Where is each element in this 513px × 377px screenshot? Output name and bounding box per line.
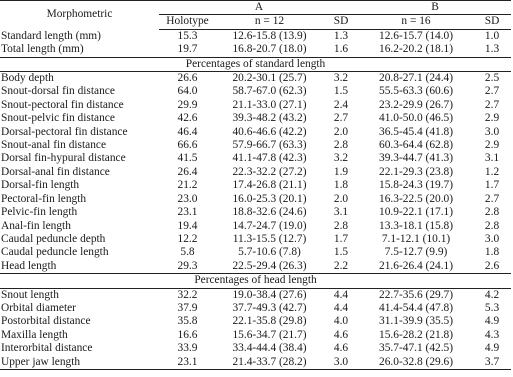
range-b-value: 22.1-29.3 (23.8) <box>379 165 454 178</box>
group-a-header: A <box>159 1 359 15</box>
sd-b-value: 5.3 <box>484 301 500 314</box>
range-a-value: 58.7-67.0 (62.3) <box>232 85 307 98</box>
range-a-value: 18.8-32.6 (24.6) <box>232 206 307 219</box>
sd-b-value: 2.8 <box>484 206 500 219</box>
sd-b-value: 4.9 <box>484 315 500 328</box>
range-b-value: 7.1-12.1 (10.1) <box>381 232 451 245</box>
table-row <box>0 99 511 112</box>
sd-a-value: 1.9 <box>333 165 349 178</box>
holotype-value: 41.5 <box>177 152 198 165</box>
holotype-value: 19.4 <box>177 219 198 232</box>
sd-a-value: 4.4 <box>333 288 349 301</box>
row-label: Maxilla length <box>1 328 68 341</box>
range-b-value: 26.0-32.8 (29.6) <box>359 356 473 370</box>
sd-a-value: 2.0 <box>333 125 349 138</box>
range-a-value: 21.1-33.0 (27.1) <box>232 98 307 111</box>
sd-b-value: 2.7 <box>484 192 500 205</box>
range-b-value: 21.6-26.4 (24.1) <box>379 259 454 272</box>
sd-b-value: 1.2 <box>484 165 500 178</box>
n-a-header: n = 12 <box>216 15 323 29</box>
sd-b-value: 1.0 <box>484 29 500 42</box>
range-a-value: 57.9-66.7 (63.3) <box>232 139 307 152</box>
holotype-value: 32.2 <box>177 288 198 301</box>
sd-a-value: 3.2 <box>333 152 349 165</box>
sd-a-value: 1.8 <box>333 179 349 192</box>
range-a-value: 15.6-34.7 (21.7) <box>232 328 307 341</box>
sd-b-value: 4.2 <box>484 288 500 301</box>
table-row <box>0 356 511 370</box>
row-label: Snout length <box>1 288 59 301</box>
sd-a-value: 1.5 <box>333 246 349 259</box>
table-row <box>0 179 511 192</box>
sd-a-value: 4.6 <box>333 342 349 355</box>
range-b-value: 36.5-45.4 (41.8) <box>379 125 454 138</box>
holotype-value: 29.9 <box>177 98 198 111</box>
table-row <box>0 233 511 246</box>
range-a-value: 22.5-29.4 (26.3) <box>232 259 307 272</box>
range-b-value: 15.6-28.2 (21.8) <box>379 328 454 341</box>
sd-a-value: 3.0 <box>323 356 359 370</box>
sd-b-value: 2.9 <box>484 139 500 152</box>
range-a-value: 41.1-47.8 (42.3) <box>232 152 307 165</box>
table-row <box>0 260 511 274</box>
table-row <box>0 112 511 125</box>
table-row <box>0 206 511 219</box>
row-label: Body depth <box>1 72 54 85</box>
range-b-value: 41.4-54.4 (47.8) <box>379 301 454 314</box>
holotype-value: 66.6 <box>177 139 198 152</box>
sd-a-value: 1.5 <box>333 85 349 98</box>
section-row <box>0 57 511 71</box>
table-header <box>0 1 511 30</box>
row-label: Orbital diameter <box>1 301 76 314</box>
section-row <box>0 274 511 288</box>
row-label: Postorbital distance <box>1 315 91 328</box>
sd-a-value: 4.4 <box>333 301 349 314</box>
range-a-value: 16.0-25.3 (20.1) <box>232 192 307 205</box>
holotype-value: 21.2 <box>177 179 198 192</box>
sd-b-value: 1.3 <box>484 43 500 56</box>
table-row <box>0 246 511 259</box>
holotype-value: 33.9 <box>177 342 198 355</box>
table-row <box>0 29 511 43</box>
range-b-value: 7.5-12.7 (9.9) <box>384 246 448 259</box>
row-label: Dorsal-pectoral fin distance <box>1 125 128 138</box>
range-a-value: 22.3-32.2 (27.2) <box>232 165 307 178</box>
sd-b-value: 3.0 <box>484 125 500 138</box>
sd-b-value: 2.7 <box>484 98 500 111</box>
range-a-value: 14.7-24.7 (19.0) <box>232 219 307 232</box>
sd-b-value: 3.0 <box>484 232 500 245</box>
row-label: Standard length (mm) <box>1 29 101 42</box>
row-label: Dorsal-fin length <box>1 179 80 192</box>
row-label: Anal-fin length <box>1 219 71 232</box>
group-b-header: B <box>359 1 511 15</box>
sd-a-value: 2.0 <box>333 192 349 205</box>
range-b-value: 16.3-22.5 (20.0) <box>379 192 454 205</box>
range-a-value: 11.3-15.5 (12.7) <box>232 232 307 245</box>
range-a-value: 22.1-35.8 (29.8) <box>232 315 307 328</box>
table-row <box>0 315 511 328</box>
range-b-value: 41.0-50.0 (46.5) <box>379 112 454 125</box>
sd-b-value: 2.9 <box>484 112 500 125</box>
sd-a-value: 1.3 <box>333 29 349 42</box>
holotype-value: 15.3 <box>177 29 198 42</box>
range-a-value: 39.3-48.2 (43.2) <box>232 112 307 125</box>
range-a-value: 16.8-20.7 (18.0) <box>232 43 307 56</box>
sd-a-value: 3.1 <box>333 206 349 219</box>
range-b-value: 55.5-63.3 (60.6) <box>379 85 454 98</box>
range-b-value: 15.8-24.3 (19.7) <box>379 179 454 192</box>
range-a-value: 37.7-49.3 (42.7) <box>232 301 307 314</box>
section-header-head-length: Percentages of head length <box>0 274 511 288</box>
holotype-value: 46.4 <box>177 125 198 138</box>
row-label: Snout-pelvic fin distance <box>1 112 115 125</box>
sd-a-value: 2.8 <box>333 219 349 232</box>
holotype-value: 29.3 <box>177 259 198 272</box>
range-b-value: 22.7-35.6 (29.7) <box>379 288 454 301</box>
sd-b-value: 1.7 <box>484 179 500 192</box>
holotype-value: 37.9 <box>177 301 198 314</box>
morphometric-header: Morphometric <box>0 1 159 30</box>
table-row <box>0 85 511 98</box>
header-group-row <box>0 1 511 15</box>
range-a-value: 20.2-30.1 (25.7) <box>232 72 307 85</box>
range-a-value: 19.0-38.4 (27.6) <box>232 288 307 301</box>
table-row <box>0 72 511 86</box>
table-row <box>0 43 511 57</box>
table-body <box>0 29 511 369</box>
table-row <box>0 139 511 152</box>
sd-a-header: SD <box>323 15 359 29</box>
sd-a-value: 3.2 <box>333 72 349 85</box>
range-b-value: 31.1-39.9 (35.5) <box>379 315 454 328</box>
range-b-value: 12.6-15.7 (14.0) <box>379 29 454 42</box>
table-row <box>0 220 511 233</box>
holotype-value: 5.8 <box>180 246 195 259</box>
holotype-value: 26.6 <box>177 72 198 85</box>
table-row <box>0 193 511 206</box>
section-header-standard-length: Percentages of standard length <box>0 57 511 71</box>
holotype-value: 23.1 <box>177 206 198 219</box>
range-a-value: 12.6-15.8 (13.9) <box>232 29 307 42</box>
range-b-value: 10.9-22.1 (17.1) <box>379 206 454 219</box>
row-label: Pectoral-fin length <box>1 192 87 205</box>
row-label: Dorsal-anal fin distance <box>1 165 110 178</box>
range-b-value: 16.2-20.2 (18.1) <box>379 43 454 56</box>
holotype-value: 26.4 <box>177 165 198 178</box>
holotype-value: 23.0 <box>177 192 198 205</box>
row-label: Snout-dorsal fin distance <box>1 85 115 98</box>
sd-b-value: 3.1 <box>484 152 500 165</box>
sd-b-value: 2.8 <box>484 219 500 232</box>
table-row <box>0 342 511 355</box>
sd-b-header: SD <box>473 15 511 29</box>
row-label: Caudal peduncle length <box>1 246 109 259</box>
row-label: Interorbital distance <box>1 342 93 355</box>
sd-a-value: 4.0 <box>333 315 349 328</box>
table-row <box>0 302 511 315</box>
range-b-value: 39.3-44.7 (41.3) <box>379 152 454 165</box>
range-a-value: 5.7-10.6 (7.8) <box>238 246 301 259</box>
sd-a-value: 2.8 <box>333 139 349 152</box>
row-label: Caudal peduncle depth <box>1 232 106 245</box>
sd-b-value: 3.7 <box>473 356 511 370</box>
row-label: Snout-anal fin distance <box>1 139 107 152</box>
table-row <box>0 166 511 179</box>
sd-a-value: 1.6 <box>333 43 349 56</box>
sd-a-value: 4.6 <box>333 328 349 341</box>
row-label: Upper jaw length <box>0 356 159 370</box>
row-label: Snout-pectoral fin distance <box>1 98 124 111</box>
sd-b-value: 4.3 <box>484 328 500 341</box>
holotype-header: Holotype <box>159 15 216 29</box>
table-row <box>0 152 511 165</box>
range-b-value: 13.3-18.1 (15.8) <box>379 219 454 232</box>
sd-b-value: 4.9 <box>484 342 500 355</box>
holotype-value: 12.2 <box>177 232 198 245</box>
n-b-header: n = 16 <box>359 15 473 29</box>
row-label: Dorsal fin-hypural distance <box>1 152 126 165</box>
range-a-value: 21.4-33.7 (28.2) <box>216 356 323 370</box>
range-b-value: 35.7-47.1 (42.5) <box>379 342 454 355</box>
holotype-value: 16.6 <box>177 328 198 341</box>
sd-b-value: 2.5 <box>484 72 500 85</box>
sd-b-value: 1.8 <box>484 246 500 259</box>
sd-a-value: 1.7 <box>333 232 349 245</box>
range-b-value: 23.2-29.9 (26.7) <box>379 98 454 111</box>
table-row <box>0 126 511 139</box>
row-label: Pelvic-fin length <box>1 206 78 219</box>
sd-a-value: 2.7 <box>333 112 349 125</box>
table-row <box>0 288 511 302</box>
range-a-value: 33.4-44.4 (38.4) <box>232 342 307 355</box>
holotype-value: 42.6 <box>177 112 198 125</box>
sd-a-value: 2.2 <box>333 259 349 272</box>
sd-b-value: 2.6 <box>484 259 500 272</box>
holotype-value: 64.0 <box>177 85 198 98</box>
sd-a-value: 2.4 <box>333 98 349 111</box>
range-a-value: 40.6-46.6 (42.2) <box>232 125 307 138</box>
sd-b-value: 2.7 <box>484 85 500 98</box>
range-a-value: 17.4-26.8 (21.1) <box>232 179 307 192</box>
table-row <box>0 329 511 342</box>
holotype-value: 23.1 <box>159 356 216 370</box>
row-label: Total length (mm) <box>1 43 84 56</box>
range-b-value: 20.8-27.1 (24.4) <box>379 72 454 85</box>
holotype-value: 19.7 <box>177 43 198 56</box>
row-label: Head length <box>1 259 57 272</box>
range-b-value: 60.3-64.4 (62.8) <box>379 139 454 152</box>
holotype-value: 35.8 <box>177 315 198 328</box>
